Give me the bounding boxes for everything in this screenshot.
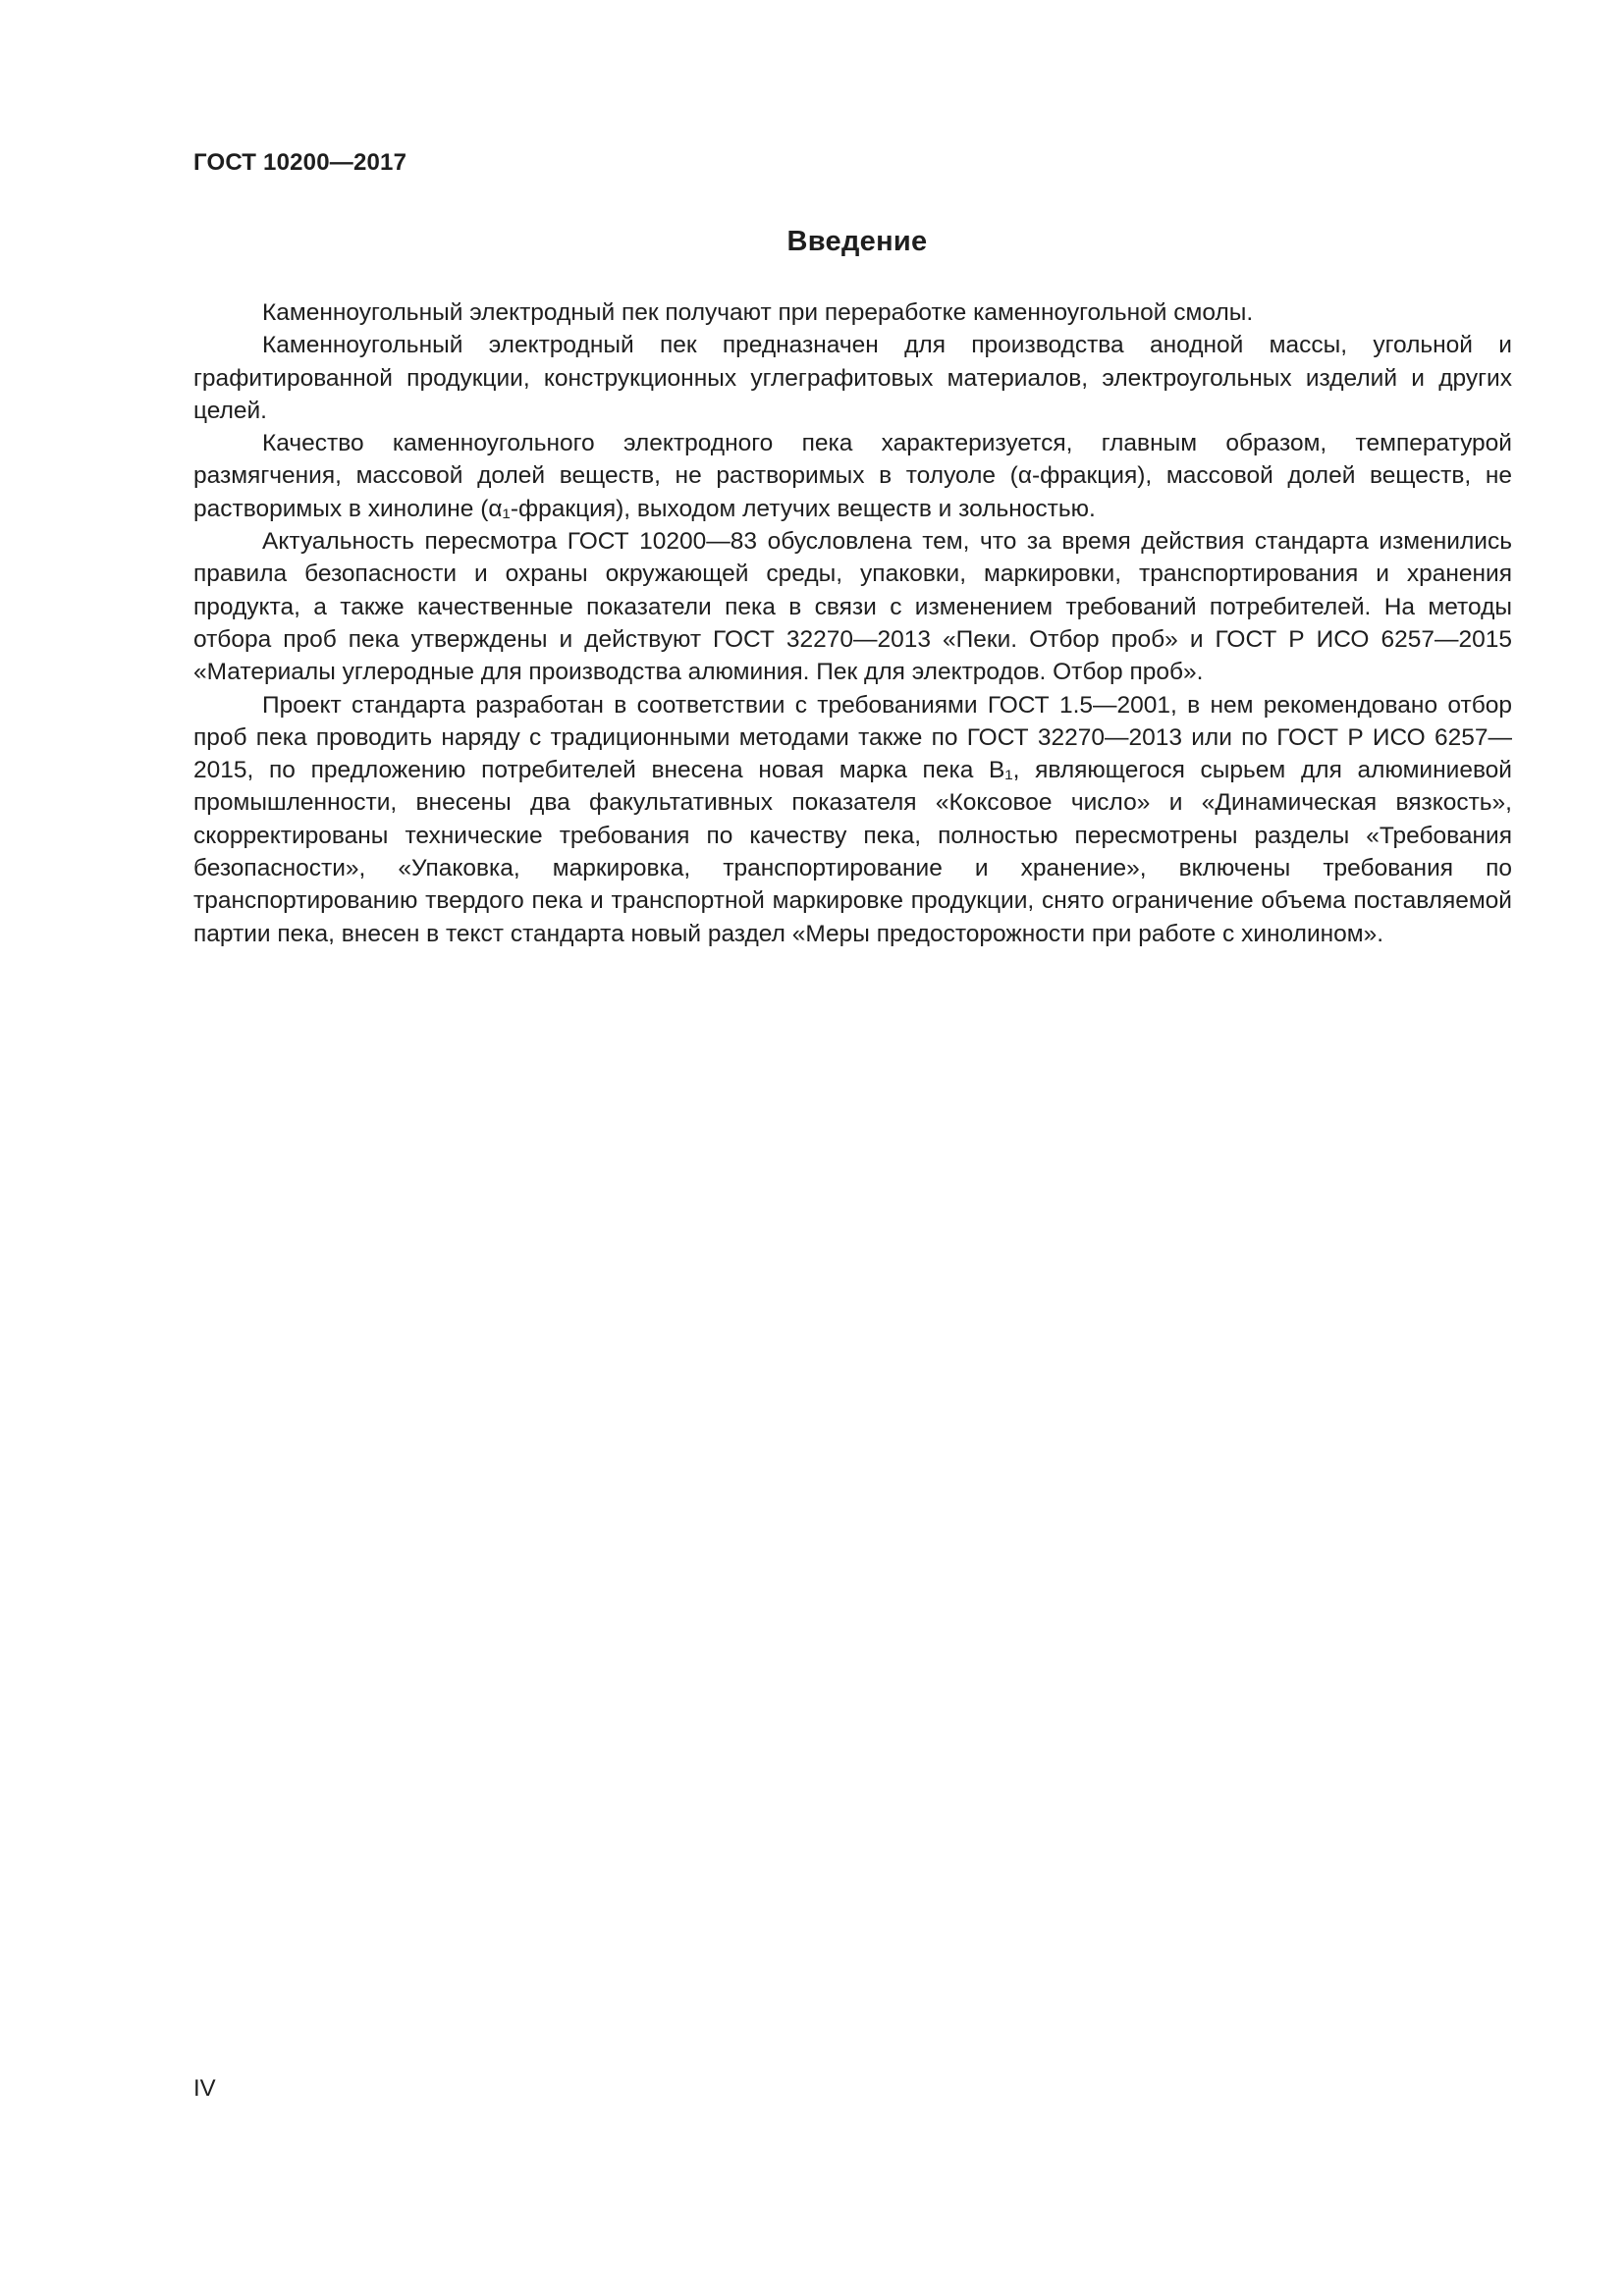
paragraph: Качество каменноугольного электродного пека характеризуется, главным образом, температурой размягчения, массовой долей веществ, не растворимых в толуоле (α-фракция), массовой долей веществ, не растворимых в хинолине (α₁-фракция), выходом летучих веществ и зольностью. <box>193 430 1512 522</box>
body-text <box>193 296 1512 950</box>
paragraph: Каменноугольный электродный пек предназначен для производства анодной массы, угольной и графитированной продукции, конструкционных углеграфитовых материалов, электроугольных изделий и других целей. <box>193 332 1512 424</box>
paragraph: Актуальность пересмотра ГОСТ 10200—83 обусловлена тем, что за время действия стандарта изменились правила безопасности и охраны окружающей среды, упаковки, маркировки, транспортирования и хранения продукта, а также качественные показатели пека в связи с изменением требований потребителей. На методы отбора проб пека утверждены и действуют ГОСТ 32270—2013 «Пеки. Отбор проб» и ГОСТ Р ИСО 6257—2015 «Материалы углеродные для производства алюминия. Пек для электродов. Отбор проб». <box>193 528 1512 686</box>
section-title: Введение <box>786 226 928 257</box>
paragraph: Проект стандарта разработан в соответствии с требованиями ГОСТ 1.5—2001, в нем рекомендовано отбор проб пека проводить наряду с традиционными методами также по ГОСТ 32270—2013 или по ГОСТ Р ИСО 6257—2015, по предложению потребителей внесена новая марка пека В₁, являющегося сырьем для алюминиевой промышленности, внесены два факультативных показателя «Коксовое число» и «Динамическая вязкость», скорректированы технические требования по качеству пека, полностью пересмотрены разделы «Требования безопасности», «Упаковка, маркировка, транспортирование и хранение», включены требования по транспортированию твердого пека и транспортной маркировке продукции, снято ограничение объема поставляемой партии пека, внесен в текст стандарта новый раздел «Меры предосторожности при работе с хинолином». <box>193 691 1512 947</box>
document-header: ГОСТ 10200—2017 <box>193 149 407 176</box>
page-number: IV <box>193 2075 216 2102</box>
paragraph: Каменноугольный электродный пек получают при переработке каменноугольной смолы. <box>262 299 1254 326</box>
